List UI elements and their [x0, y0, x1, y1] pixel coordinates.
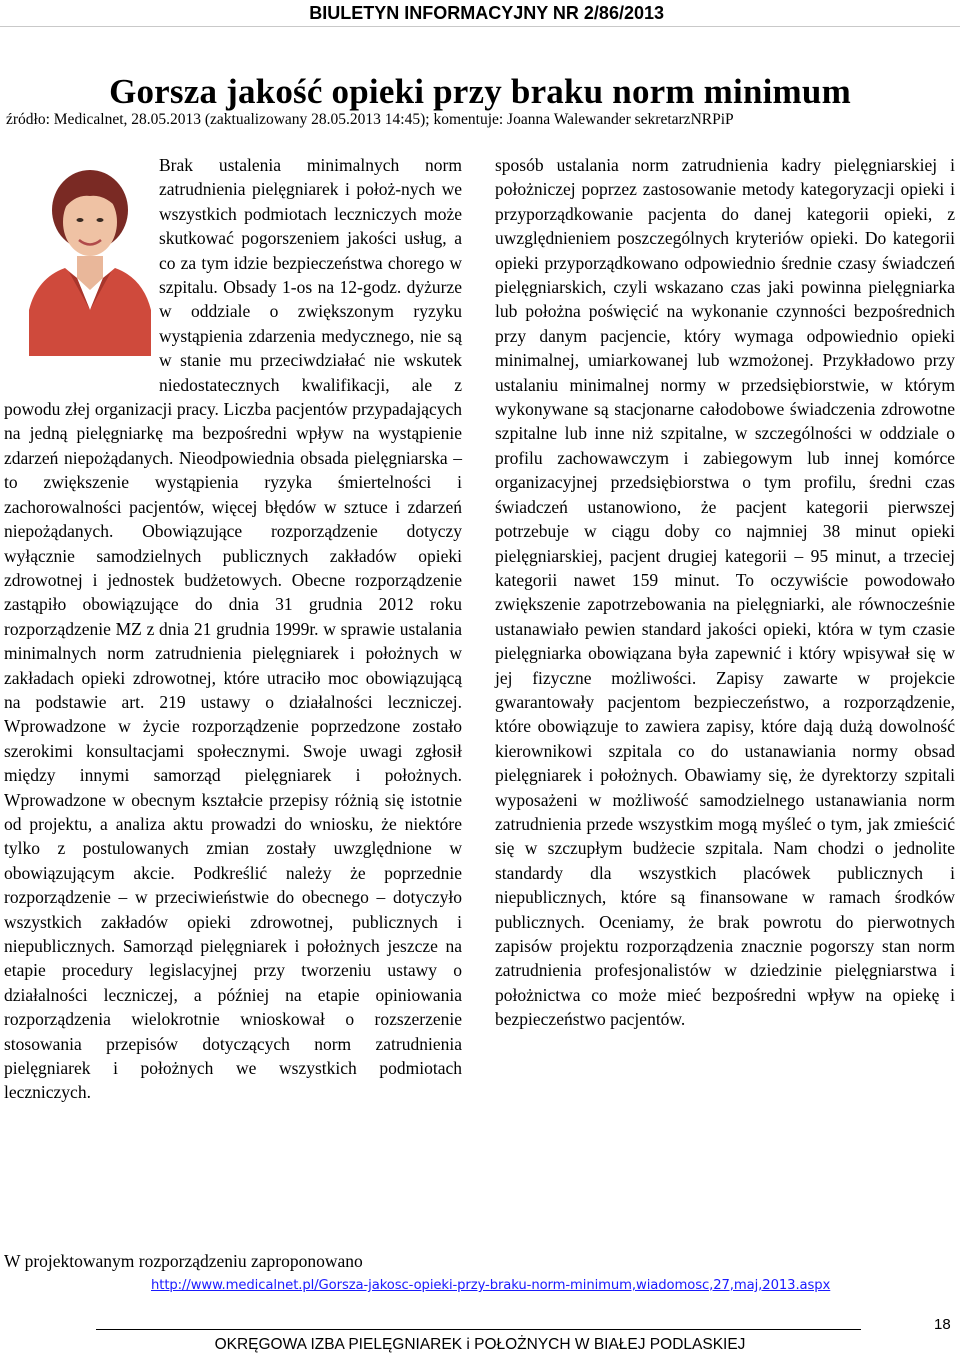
- header-bar: [0, 0, 960, 27]
- photo-spacer: [4, 153, 159, 374]
- right-column: [495, 153, 955, 1032]
- left-column-text: Brak ustalenia minimalnych norm zatrudnienia pielęgniarek i położ-nych we wszystkich podmiotach leczniczych może skutkować pogorszeniem jakości usług, a co za tym idzie bezpieczeństwa chorego w szpitalu. Obsady 1-os na 12-godz. dyżurze w oddziale o zwiększonym ryzyku wystąpienia zdarzenia medycznego, nie są w stanie mu przeciwdziałać nie wskutek niedostatecznych kwalifikacji, ale z powodu złej organizacji pracy. Liczba pacjentów przypadających na jedną pielęgniarkę ma bezpośredni wpływ na wystąpienie zdarzeń niepożądanych. Nieodpowiednia obsada pielęgniarska – to zwiększenie wystąpienia ryzyka śmiertelności i zachorowalności pacjentów, więcej błędów w sztuce i zdarzeń niepożądanych. Obowiązujące rozporządzenie dotyczy wyłącznie samodzielnych publicznych zakładów opieki zdrowotnej i jednostek budżetowych. Obecne rozporządzenie zastąpiło obowiązujące do dnia 31 grudnia 2012 roku rozporządzenie MZ z dnia 21 grudnia 1999r. w sprawie ustalania minimalnych norm zatrudnienia pielęgniarek i położnych w zakładach opieki zdrowotnej, które utraciło moc obowiązującą na podstawie art. 219 ustawy o działalności leczniczej. Wprowadzone w życie rozporządzenie poprzedzone zostało szerokimi konsultacjami społecznymi. Swoje uwagi zgłosił między innymi samorząd pielęgniarek i położnych. Wprowadzone w obecnym kształcie przepisy różnią się istotnie od projektu, a analiza aktu prowadzi do wniosku, że niektóre tylko z postulowanych zmian zostały uwzględnione w obowiązującym akcie. Podkreślić należy że poprzednie rozporządzenie – w przeciwieństwie do obecnego – dotyczyło wszystkich zakładów opieki zdrowotnej, publicznych i niepublicznych. Samorząd pielęgniarek i położnych jeszcze na etapie procedury legislacyjnej przy tworzeniu ustawy o działalności leczniczej, a później na etapie opiniowania rozporządzenia wielokrotnie wnioskował o rozszerzenie stosowania przepisów dotyczących norm zatrudnienia pielęgniarek i położnych we wszystkich podmiotach leczniczych.: [4, 155, 462, 1103]
- footer-divider: [96, 1329, 861, 1330]
- left-column: [4, 153, 462, 1105]
- bulletin-title: BIULETYN INFORMACYJNY NR 2/86/2013: [309, 3, 664, 23]
- footer-organization: OKRĘGOWA IZBA PIELĘGNIAREK i POŁOŻNYCH W BIAŁEJ PODLASKIEJ: [214, 1336, 746, 1353]
- left-column-last-line: W projektowanym rozporządzeniu zaproponowano: [4, 1251, 363, 1271]
- source-line: źródło: Medicalnet, 28.05.2013 (zaktualizowany 28.05.2013 14:45); komentuje: Joanna Walewander sekretarzNRPiP: [6, 111, 734, 128]
- source-link[interactable]: http://www.medicalnet.pl/Gorsza-jakosc-opieki-przy-braku-norm-minimum,wiadomosc,27,maj,2013.aspx: [151, 1278, 831, 1293]
- right-column-text: sposób ustalania norm zatrudnienia kadry pielęgniarskiej i położniczej poprzez zastosowanie metody kategoryzacji opieki i przyporządkowanie pacjenta do danej kategorii opieki, z uwzględnieniem poszczególnych kryteriów opieki. Do kategorii opieki przyporządkowano odpowiednio średnie czasy świadczeń pielęgniarskich, czyli wskazano czas jaki powinna pielęgniarka lub położna poświęcić na wykonanie czynności bezpośrednich przy danym pacjencie, który wymaga odpowiednio opieki minimalnej, umiarkowanej lub wzmożonej. Przykładowo przy ustalaniu minimalnej normy w przedsiębiorstwie, w którym wykonywane są stacjonarne całodobowe świadczenia zdrowotne szpitalne lub inne niż szpitalne, w szczególności w oddziale o profilu zachowawczym i zabiegowym lub innej komórce organizacyjnej przedsiębiorstwa o tym profilu, średni czas świadczeń ustanowiono, że pacjent kategorii pierwszej potrzebuje w ciągu doby co najmniej 38 minut opieki pielęgniarskiej, pacjent drugiej kategorii – 95 minut, a trzeciej kategorii nawet 159 minut. To oczywiście powodowało zwiększenie zapotrzebowania na pielęgniarki, ale równocześnie ustanawiało pewien standard jakości opieki, która w tym czasie pielęgniarka obowiązana była zapewnić i który wpisywał się w jej fizyczne możliwości. Zapisy zawarte w projekcie gwarantowały pacjentom bezpieczeństwo, a rozporządzenie, które obowiązuje to zawiera zapisy, które dają dużą dowolność kierownikowi szpitala co do ustanawiania normy obsad pielęgniarek i położnych. Obawiamy się, że dyrektorzy szpitali wyposażeni w możliwość samodzielnego ustanawiania norm zatrudnienia przede wszystkim mogą myśleć o tym, jak zmieścić się w szczupłym budżecie szpitala. Nam chodzi o jednolite standardy dla wszystkich placówek publicznych i niepublicznych, które są finansowane w ramach środków publicznych. Oceniamy, że brak powrotu do pierwotnych zapisów projektu rozporządzenia znacznie pogorszy stan norm zatrudnienia profesjonalistów w dziedzinie pielęgniarstwa i położnictwa co może mieć bezpośredni wpływ na opiekę i bezpieczeństwo pacjentów.: [495, 155, 955, 1030]
- article-title: Gorsza jakość opieki przy braku norm minimum: [109, 72, 851, 111]
- page-number: 18: [934, 1316, 951, 1333]
